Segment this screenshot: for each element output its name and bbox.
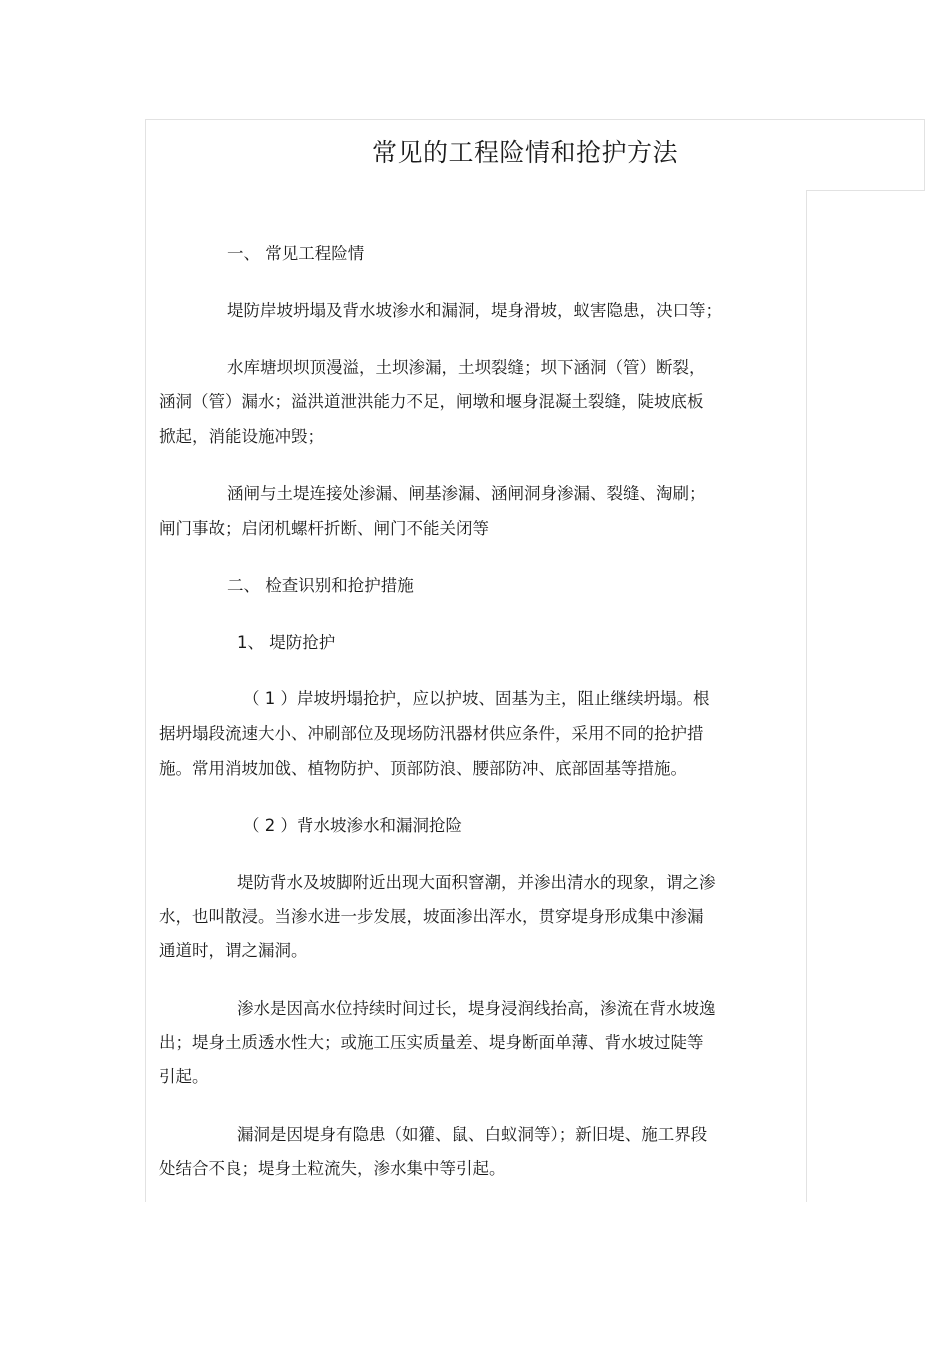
paragraph-6-line-3: 通道时，谓之漏洞。 [159, 941, 308, 960]
paragraph-3-line-1: 涵闸与土堤连接处渗漏、闸基渗漏、涵闸洞身渗漏、裂缝、淘刷； [227, 484, 706, 503]
paragraph-6-line-2: 水，也叫散浸。当渗水进一步发展，坡面渗出浑水，贯穿堤身形成集中渗漏 [159, 907, 704, 926]
paragraph-3-line-2: 闸门事故；启闭机螺杆折断、闸门不能关闭等 [159, 519, 489, 538]
document-title: 常见的工程险情和抢护方法 [371, 138, 678, 167]
section-heading-2: 二、 检查识别和抢护措施 [227, 576, 414, 595]
paragraph-4-line-3: 施。常用消坡加戗、植物防护、顶部防浪、腰部防冲、底部固基等措施。 [159, 759, 687, 778]
page-frame-right [806, 190, 807, 1202]
paragraph-8-line-1: 漏洞是因堤身有隐患（如獾、鼠、白蚁洞等）；新旧堤、施工界段 [237, 1125, 708, 1144]
paragraph-8-line-2: 处结合不良；堤身土粒流失，渗水集中等引起。 [159, 1159, 506, 1178]
subsection-heading-1: 1、 堤防抢护 [237, 633, 336, 652]
paragraph-4-line-1: （ 1 ）岸坡坍塌抢护，应以护坡、固基为主，阻止继续坍塌。根 [243, 689, 710, 708]
section-heading-1: 一、 常见工程险情 [227, 244, 365, 263]
paragraph-2-line-3: 掀起，消能设施冲毁； [159, 427, 324, 446]
page-frame-left [145, 190, 146, 1202]
paragraph-2-line-2: 涵洞（管）漏水；溢洪道泄洪能力不足，闸墩和堰身混凝土裂缝，陡坡底板 [159, 392, 704, 411]
paragraph-1-line-1: 堤防岸坡坍塌及背水坡渗水和漏洞，堤身滑坡，蚁害隐患，决口等； [227, 301, 722, 320]
paragraph-7-line-2: 出；堤身土质透水性大；或施工压实质量差、堤身断面单薄、背水坡过陡等 [159, 1033, 704, 1052]
page-frame-divider [806, 190, 925, 191]
paragraph-2-line-1: 水库塘坝坝顶漫溢，土坝渗漏，土坝裂缝；坝下涵洞（管）断裂， [227, 358, 706, 377]
paragraph-7-line-1: 渗水是因高水位持续时间过长，堤身浸润线抬高，渗流在背水坡逸 [237, 999, 716, 1018]
paragraph-4-line-2: 据坍塌段流速大小、冲刷部位及现场防汛器材供应条件，采用不同的抢护措 [159, 724, 704, 743]
paragraph-5-heading: （ 2 ）背水坡渗水和漏洞抢险 [243, 816, 462, 835]
paragraph-7-line-3: 引起。 [159, 1067, 209, 1086]
paragraph-6-line-1: 堤防背水及坡脚附近出现大面积窨潮，并渗出清水的现象，谓之渗 [237, 873, 716, 892]
